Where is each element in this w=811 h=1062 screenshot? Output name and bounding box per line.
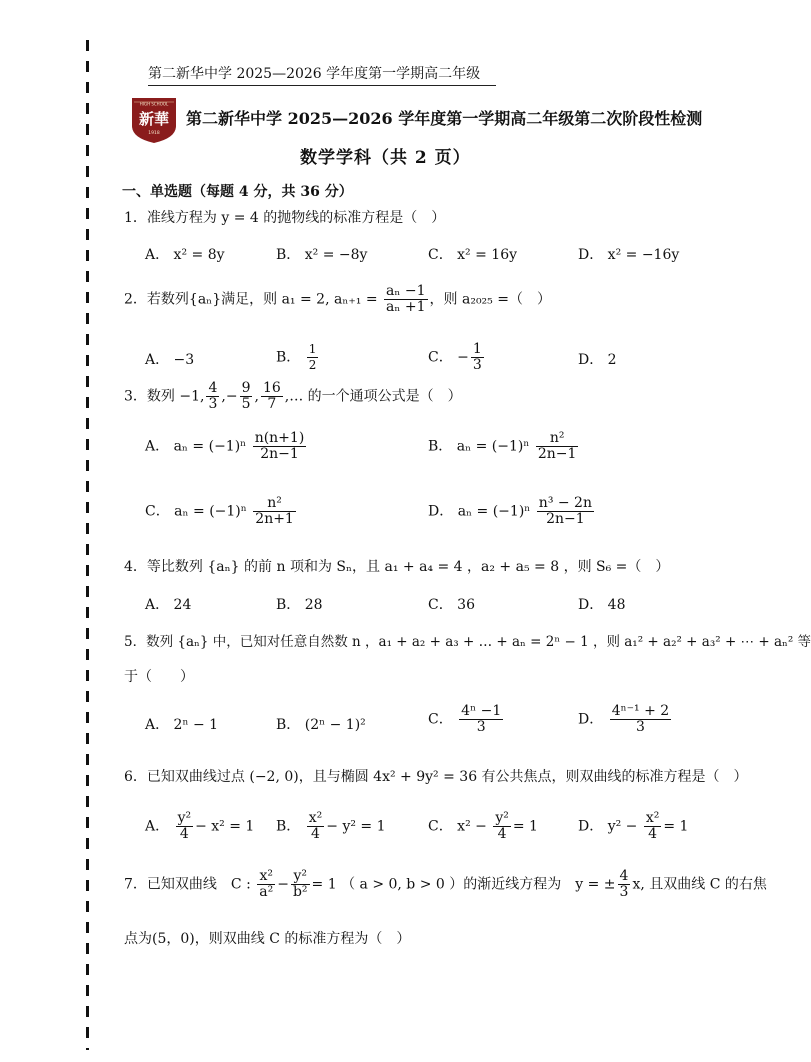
- exam-title: 第二新华中学 2025—2026 学年度第一学期高二年级第二次阶段性检测: [186, 109, 703, 128]
- q6-option-b-label: B．: [276, 818, 301, 835]
- q6-option-a-den: 4: [179, 826, 189, 842]
- q6-option-c-label: C．: [428, 818, 453, 835]
- q2-option-c-den: 3: [472, 357, 482, 373]
- q5-option-d-fraction: [610, 704, 672, 735]
- q3-option-c-den: 2n+1: [255, 511, 294, 527]
- q3-option-b-num: n²: [536, 431, 579, 447]
- q6-option-b: [276, 811, 386, 842]
- school-logo: [128, 94, 180, 144]
- running-header: 第二新华中学 2025—2026 学年度第一学期高二年级: [148, 63, 496, 86]
- q6-option-d-fraction: [644, 811, 662, 842]
- q3-option-b-label: B．: [428, 438, 453, 455]
- q3-option-d-lead: aₙ = (−1)ⁿ: [457, 503, 531, 520]
- q1-option-d: D． x² = −16y: [578, 247, 680, 263]
- q3-suffix: ,… 的一个通项公式是（ ）: [284, 388, 462, 405]
- q3-option-d-label: D．: [428, 503, 454, 520]
- q3-f2-den: 5: [241, 396, 251, 412]
- q3-option-a-fraction: [253, 431, 307, 462]
- q6-option-b-den: 4: [311, 826, 320, 842]
- q3-option-b-lead: aₙ = (−1)ⁿ: [456, 438, 530, 455]
- question-2: [124, 284, 551, 315]
- question-4: 4．等比数列 {aₙ} 的前 n 项和为 Sₙ，且 a₁ + a₄ = 4 ，a₂ + a₅ = 8 ，则 S₆ =（ ）: [124, 559, 670, 575]
- q3-option-a: [145, 431, 308, 462]
- q3-option-a-lead: aₙ = (−1)ⁿ: [173, 438, 247, 455]
- q2-option-b-label: B．: [276, 349, 301, 366]
- q6-option-d-label: D．: [578, 818, 604, 835]
- q6-option-c-tail: = 1: [512, 818, 538, 835]
- q6-option-a-num: y²: [177, 810, 192, 826]
- q3-option-d: [428, 496, 596, 527]
- q6-option-c-num: y²: [495, 810, 509, 826]
- question-6: 6．已知双曲线过点 (−2, 0)，且与椭圆 4x² + 9y² = 36 有公共焦点，则双曲线的标准方程是（ ）: [124, 769, 748, 785]
- q7-mid: = 1 （ a > 0, b > 0 ）的渐近线方程为 y = ±: [311, 876, 616, 893]
- q3-option-a-label: A．: [145, 438, 170, 455]
- q6-option-c-lead: x² −: [457, 818, 487, 835]
- q6-option-a-label: A．: [145, 818, 170, 835]
- q7-fraction-slope: [618, 869, 631, 900]
- q2-option-c-num: 1: [472, 341, 482, 357]
- q3-option-c-lead: aₙ = (−1)ⁿ: [174, 503, 247, 520]
- q5-option-d-num: 4ⁿ⁻¹ + 2: [611, 703, 670, 719]
- q5-option-d-label: D．: [578, 711, 604, 728]
- q3-fraction-1: [206, 381, 219, 412]
- q7-f3-den: 3: [619, 884, 629, 900]
- q7-f1-num: x²: [257, 869, 275, 885]
- q7-fraction-y: [291, 869, 310, 900]
- q6-option-a-fraction: [176, 811, 194, 842]
- question-3: 3．数列 −1, $\frac{4}{3}$ ,− $\frac{9}{5}$ , $\frac{16}{7}$ ,… 的一个通项公式是（ ）: [124, 380, 462, 412]
- question-7-line-1: 7．已知双曲线 C : $\frac{\text{x²}}{\text{a²}}$ − $\frac{\text{y²}}{\text{b²}}$ = 1 （ a > 0, b > 0 ）的渐近线方程为 y = ± $\frac{4}{3}$ x, 且双曲线 C 的右焦: [124, 868, 767, 900]
- exam-subtitle: 数学学科（共 2 页）: [300, 148, 471, 168]
- q3-option-b-den: 2n−1: [537, 446, 577, 462]
- q5-option-b: B． (2ⁿ − 1)²: [276, 717, 366, 733]
- q5-option-c-label: C．: [428, 711, 453, 728]
- q3-fraction-2: [240, 381, 253, 412]
- q6-option-c-fraction: [493, 811, 511, 842]
- q7-f3-num: 4: [619, 868, 629, 884]
- question-1: 1．准线方程为 y = 4 的抛物线的标准方程是（ ）: [124, 210, 446, 226]
- q3-option-c: [145, 496, 298, 527]
- q6-option-d-lead: y² −: [607, 818, 638, 835]
- q3-option-b-fraction: [536, 431, 579, 462]
- q5-option-c: [428, 704, 505, 735]
- logo-year: 1918: [148, 131, 160, 136]
- logo-small-text: HIGH SCHOOL: [139, 101, 169, 107]
- q6-option-b-tail: − y² = 1: [326, 818, 386, 835]
- q4-option-a: A． 24: [145, 597, 192, 613]
- q3-option-d-num: n³ − 2n: [538, 495, 592, 511]
- q3-prefix: 3．数列 −1,: [124, 388, 205, 405]
- q6-option-d-tail: = 1: [663, 818, 689, 835]
- q2-option-c-fraction: [471, 342, 484, 373]
- q3-f3-num: 16: [262, 380, 281, 396]
- q2-denominator: aₙ +1: [386, 299, 426, 315]
- q2-prefix: 2．若数列: [124, 291, 189, 308]
- q7-f2-den: b²: [292, 884, 308, 900]
- q3-option-d-den: 2n−1: [546, 511, 585, 527]
- question-7-line-2: 点为(5，0)，则双曲线 C 的标准方程为（ ）: [124, 931, 411, 947]
- q5-option-d: [578, 704, 673, 735]
- q3-option-b: [428, 431, 580, 462]
- q2-option-d: D． 2: [578, 352, 617, 368]
- q2-option-b: [276, 342, 320, 373]
- q3-fraction-3: [261, 381, 283, 412]
- q5-option-c-num: 4ⁿ −1: [461, 703, 502, 719]
- q2-suffix: ，则 a₂₀₂₅ =（ ）: [429, 291, 551, 308]
- q7-suffix: x, 且双曲线 C 的右焦: [632, 876, 767, 893]
- q6-option-d-num: x²: [645, 810, 660, 826]
- q4-option-c: C． 36: [428, 597, 475, 613]
- q2-option-b-den: 2: [308, 358, 317, 372]
- q5-option-d-den: 3: [635, 719, 645, 735]
- q7-f1-den: a²: [259, 884, 274, 900]
- q6-option-b-fraction: [307, 811, 325, 842]
- q1-option-a: A． x² = 8y: [145, 247, 225, 263]
- q3-option-c-fraction: [253, 496, 296, 527]
- q6-option-c-den: 4: [497, 826, 507, 842]
- q1-option-b: B． x² = −8y: [276, 247, 368, 263]
- q2-seq: {aₙ}: [188, 291, 222, 308]
- q2-mid: 满足，则 a₁ = 2, aₙ₊₁ =: [221, 291, 378, 308]
- q3-f1-num: 4: [208, 380, 218, 396]
- q3-option-a-num: n(n+1): [254, 430, 305, 446]
- q4-option-d: D． 48: [578, 597, 626, 613]
- logo-text: 新華: [138, 110, 170, 128]
- q3-f1-den: 3: [208, 396, 218, 412]
- q2-fraction: [384, 284, 428, 315]
- section-heading: 一、单选题（每题 4 分，共 36 分）: [122, 184, 353, 200]
- q2-option-a: A． −3: [145, 352, 195, 368]
- q3-f2-num: 9: [241, 380, 251, 396]
- q3-f3-den: 7: [267, 396, 277, 412]
- q6-option-c: [428, 811, 538, 842]
- q5-option-c-fraction: [459, 704, 503, 735]
- q6-option-d-den: 4: [648, 826, 658, 842]
- q3-option-c-num: n²: [253, 496, 296, 512]
- q6-option-a: [145, 811, 254, 842]
- q5-option-c-den: 3: [476, 719, 486, 735]
- q2-option-c-label: C． −: [428, 349, 469, 366]
- q5-option-a: A． 2ⁿ − 1: [145, 717, 219, 733]
- question-5-line-1: 5．数列 {aₙ} 中，已知对任意自然数 n ，a₁ + a₂ + a₃ + … + aₙ = 2ⁿ − 1 ，则 a₁² + a₂² + a₃² + ⋯ + aₙ² 等: [124, 634, 811, 650]
- q4-option-b: B． 28: [276, 597, 323, 613]
- binding-line: [86, 40, 89, 1050]
- q2-numerator: aₙ −1: [386, 283, 426, 299]
- q6-option-b-num: x²: [308, 810, 323, 826]
- q7-f2-num: y²: [291, 869, 310, 885]
- q3-option-c-label: C．: [145, 503, 170, 520]
- q6-option-d: [578, 811, 688, 842]
- q2-option-b-fraction: [307, 342, 319, 373]
- q7-fraction-x: [257, 869, 275, 900]
- question-5-line-2: 于（ ）: [124, 669, 194, 685]
- q6-option-a-tail: − x² = 1: [195, 818, 255, 835]
- q1-option-c: C． x² = 16y: [428, 247, 518, 263]
- q2-option-c: [428, 342, 486, 373]
- q2-option-b-num: 1: [308, 342, 317, 356]
- q7-prefix: 7．已知双曲线 C :: [124, 876, 251, 893]
- q3-option-a-den: 2n−1: [260, 446, 299, 462]
- q3-option-d-fraction: [537, 496, 594, 527]
